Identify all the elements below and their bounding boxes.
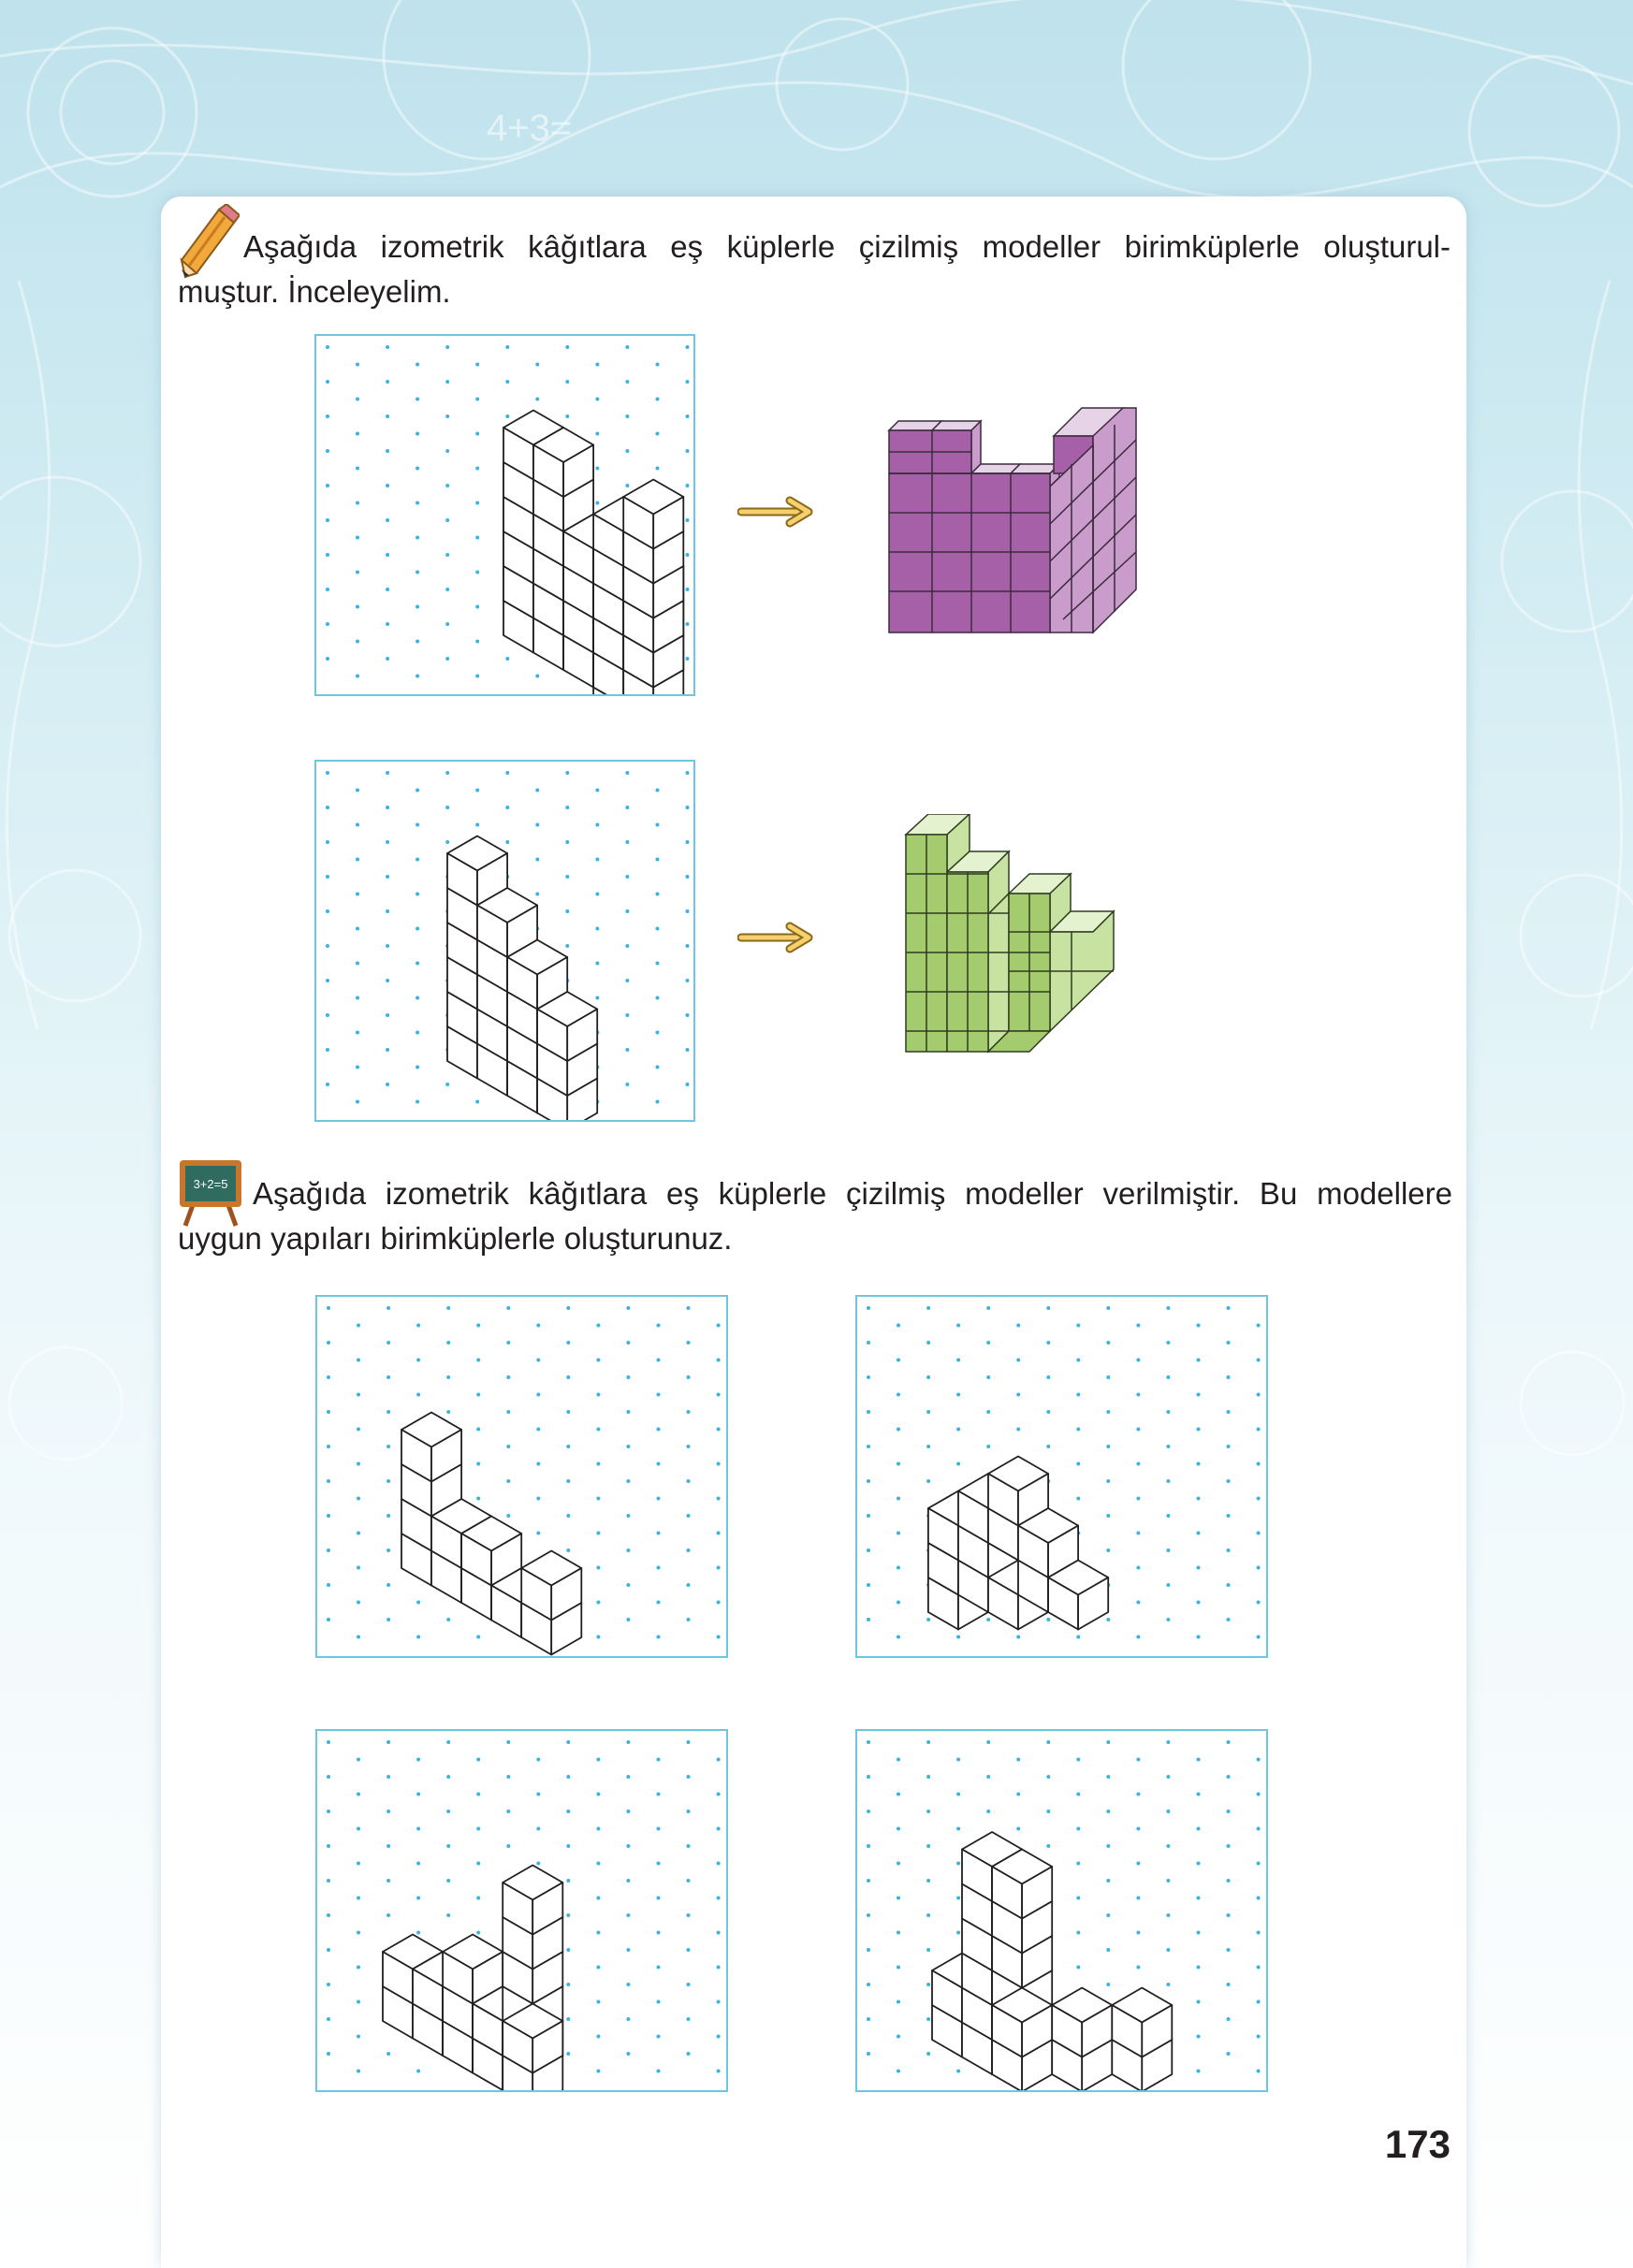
- intro-line-1: Aşağıda izometrik kâğıtlara eş küplerle çizilmiş modeller birimküplerle oluşturul-: [243, 229, 1451, 264]
- chalkboard-label: 3+2=5: [193, 1177, 228, 1191]
- arrow-icon-1: [737, 496, 816, 528]
- exercise-d-isometric-drawing: [857, 1731, 1266, 2090]
- exercise-a-isometric-drawing: [317, 1297, 726, 1656]
- exercise-a-isometric-grid: [315, 1295, 728, 1658]
- example-2-isometric-drawing: [316, 762, 693, 1120]
- example-1-isometric-drawing: [316, 336, 693, 694]
- exercise-c-isometric-grid: [315, 1729, 728, 2092]
- example-1-purple-model: [880, 402, 1160, 636]
- intro-line-2: muştur. İnceleyelim.: [178, 274, 451, 309]
- page-number: 173: [1384, 2122, 1451, 2166]
- example-2-isometric-grid: [314, 760, 695, 1122]
- exercise-b-isometric-grid: [855, 1295, 1268, 1658]
- arrow-icon-2: [737, 922, 816, 953]
- example-2-green-model: [898, 814, 1132, 1076]
- purple-unit-cube-model: [880, 402, 1160, 636]
- exercise-line-1: Aşağıda izometrik kâğıtlara eş küplerle çizilmiş modeller verilmiştir. Bu modellere: [253, 1176, 1452, 1211]
- example-1-isometric-grid: [314, 334, 695, 696]
- exercise-c-isometric-drawing: [317, 1731, 726, 2090]
- green-unit-cube-model: [898, 814, 1132, 1076]
- exercise-line-2: uygun yapıları birimküplerle oluşturunuz.: [178, 1221, 733, 1256]
- svg-text:4+3=: 4+3=: [487, 108, 573, 149]
- exercise-text: [178, 1171, 1452, 1261]
- intro-text: [178, 225, 1451, 314]
- exercise-b-isometric-drawing: [857, 1297, 1266, 1656]
- exercise-d-isometric-grid: [855, 1729, 1268, 2092]
